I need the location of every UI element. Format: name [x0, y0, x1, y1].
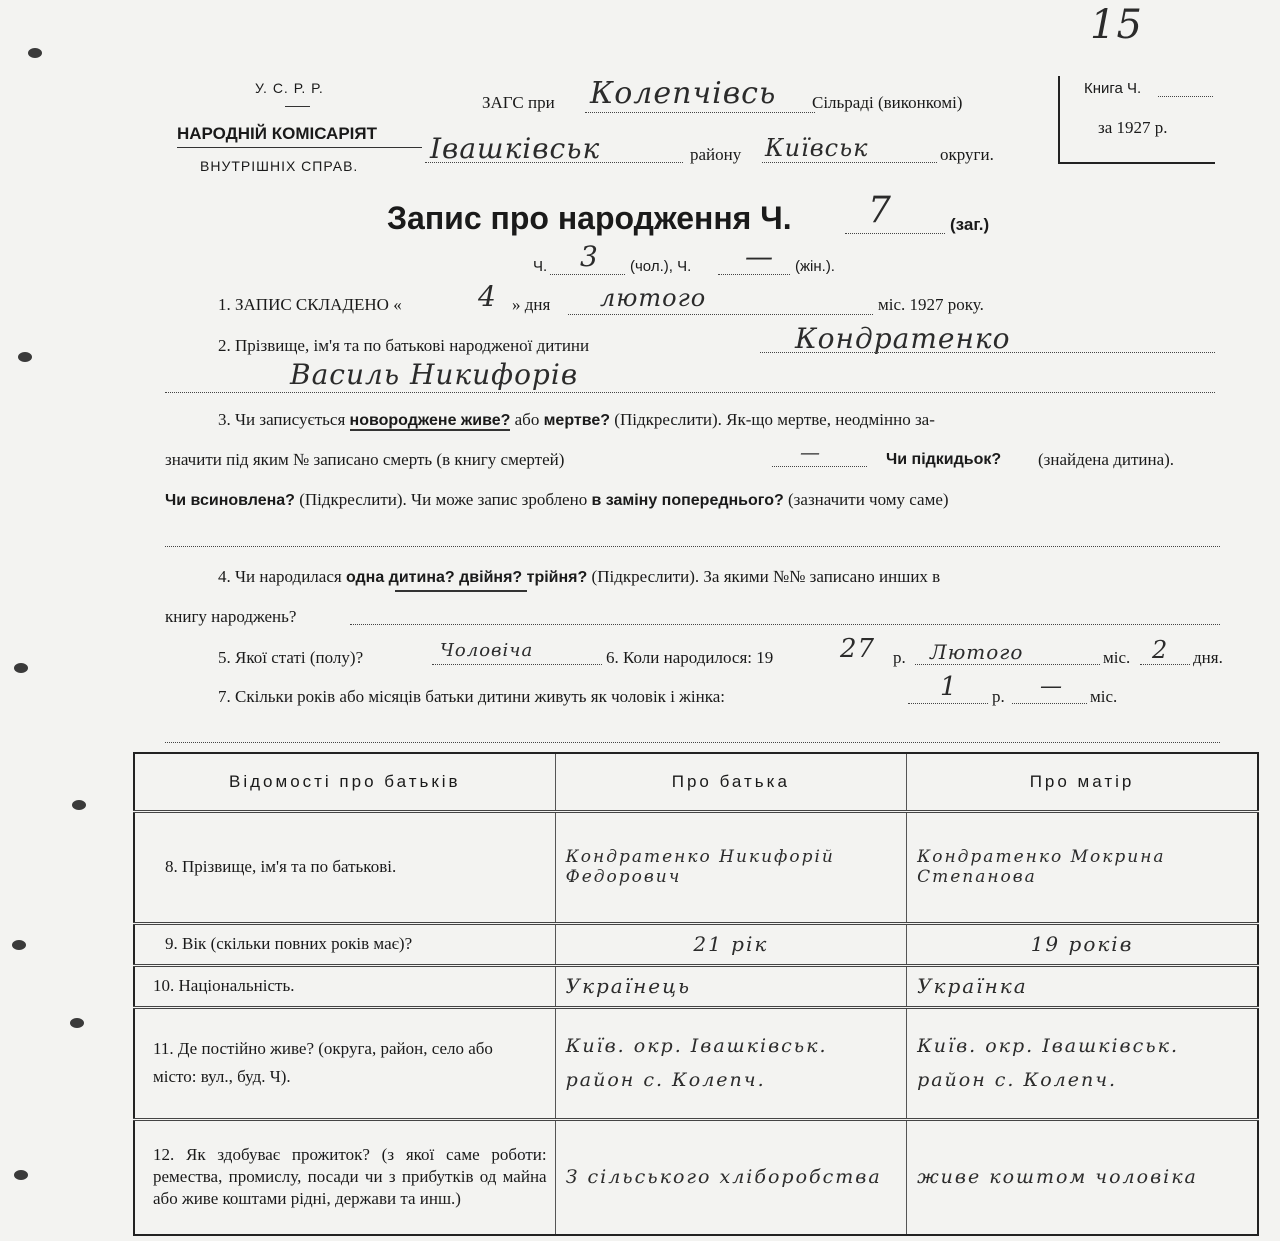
item6-year-hw: 27 — [840, 634, 876, 664]
okruha-fill-line — [762, 162, 937, 163]
item3-death-line — [772, 466, 867, 467]
item3-part1: 3. Чи записується — [218, 410, 346, 429]
item2-line2 — [165, 392, 1215, 393]
record-number-line — [845, 233, 945, 234]
raion-name-hw: Івашківськ — [430, 132, 601, 165]
item6-text: 6. Коли народилося: 19 — [606, 648, 774, 667]
item4-part2: (Підкреслити). За якими №№ записано инших в — [591, 567, 941, 586]
book-label: Книга Ч. — [1084, 80, 1142, 97]
record-number-hw: 7 — [868, 190, 892, 231]
mother-age: 19 років — [907, 923, 1258, 965]
item4-blank-line — [350, 624, 1220, 625]
punch-hole — [12, 940, 26, 950]
row-label: 8. Прізвище, ім'я та по батькові. — [134, 811, 555, 923]
female-count-hw: — — [745, 240, 774, 273]
item1-month-line — [568, 314, 873, 315]
row-label: 9. Вік (скільки повних років має)? — [134, 923, 555, 965]
item7-months-hw: — — [1040, 674, 1063, 699]
item1-month-hw: лютого — [600, 284, 707, 312]
record-suffix: (заг.) — [950, 215, 990, 234]
mother-name: Кондратенко Мокрина Степанова — [907, 811, 1258, 923]
raion-fill-line — [425, 162, 683, 163]
father-residence: Київ. окр. Івашківськ. район с. Колепч. — [555, 1007, 906, 1119]
item4-line2: книгу народжень? — [165, 607, 297, 626]
zags-prefix: ЗАГС при — [482, 93, 555, 112]
item6-mis: міс. — [1103, 648, 1131, 667]
okruha-name-hw: Київськ — [765, 134, 869, 162]
zags-fill-line — [585, 112, 815, 113]
item7-years-line — [908, 703, 988, 704]
punch-hole — [14, 663, 28, 673]
item3-adopted: Чи всиновлена? — [165, 492, 295, 509]
mother-residence: Київ. окр. Івашківськ. район с. Колепч. — [907, 1007, 1258, 1119]
father-name: Кондратенко Никифорій Федорович — [555, 811, 906, 923]
table-row — [134, 1119, 1258, 1235]
item7-r: р. — [992, 687, 1005, 706]
item7-mis: міс. — [1090, 687, 1118, 706]
item3-foundling: Чи підкидьок? — [886, 451, 1002, 468]
item3-part2: або — [514, 410, 540, 429]
item3-alive-option: новороджене живе? — [349, 412, 511, 429]
item3-line2b: (знайдена дитина). — [1038, 450, 1175, 469]
item2-line1 — [760, 352, 1215, 353]
item2-name-hw: Василь Никифорів — [290, 358, 579, 391]
father-nationality: Українець — [555, 965, 906, 1007]
zags-suffix: Сільраді (виконкомі) — [812, 93, 963, 112]
zags-name-hw: Колепчівсь — [590, 76, 777, 111]
header-mother: Про матір — [907, 753, 1258, 811]
male-count-line — [550, 274, 625, 275]
punch-hole — [72, 800, 86, 810]
table-row — [134, 1007, 1258, 1119]
female-count-line — [718, 274, 790, 275]
item6-dnia: дня. — [1193, 648, 1223, 667]
female-suffix: (жін.). — [795, 258, 835, 275]
department-label: ВНУТРІШНІХ СПРАВ. — [200, 158, 359, 174]
item7-blank-line — [165, 742, 1220, 743]
male-suffix: (чол.), Ч. — [630, 258, 692, 275]
commissariat-label: НАРОДНІЙ КОМІСАРІЯТ — [177, 124, 377, 143]
item1-prefix: 1. ЗАПИС СКЛАДЕНО « — [218, 295, 402, 314]
item7-months-line — [1012, 703, 1087, 704]
item5-sex-hw: Чоловіча — [440, 640, 534, 661]
table-header-row — [134, 753, 1258, 811]
item3-dead-option: мертве? — [543, 412, 611, 429]
item6-day-line — [1140, 664, 1190, 665]
item5-text: 5. Якої статі (полу)? — [218, 648, 364, 667]
father-occupation: З сільського хліборобства — [555, 1119, 906, 1235]
corner-number: 15 — [1090, 2, 1143, 48]
father-age: 21 рік — [555, 923, 906, 965]
header-father: Про батька — [555, 753, 906, 811]
item4-line1 — [218, 567, 940, 587]
item6-month-line — [915, 664, 1100, 665]
item3-line3 — [165, 490, 949, 510]
item1-suffix: міс. 1927 року. — [878, 295, 984, 314]
item2-text: 2. Прізвище, ім'я та по батькові народженої дитини — [218, 336, 590, 355]
record-title: Запис про народження Ч. — [387, 200, 792, 236]
header-divider — [285, 106, 310, 107]
item3-line3a: (Підкреслити). Чи може запис зроблено — [299, 490, 588, 509]
mother-occupation: живе коштом чоловіка — [907, 1119, 1258, 1235]
item7-years-hw: 1 — [940, 672, 958, 702]
item1-day-hw: 4 — [478, 280, 497, 313]
item5-line — [432, 664, 602, 665]
male-prefix: Ч. — [533, 258, 548, 275]
item4-options: одна дитина? двійня? трійня? — [345, 569, 588, 586]
item3-replacement: в заміну попереднього? — [591, 492, 784, 509]
header-info: Відомості про батьків — [134, 753, 555, 811]
row-label: 12. Як здобуває прожиток? (з якої саме роботи: ремества, промислу, посади чи з прибутків од майна або живе коштами рідні, держави та инш.) — [134, 1119, 555, 1235]
mother-nationality: Українка — [907, 965, 1258, 1007]
item6-day-hw: 2 — [1152, 636, 1169, 664]
header-divider — [177, 147, 422, 148]
item3-line2-hw: — — [800, 440, 821, 464]
punch-hole — [70, 1018, 84, 1028]
row-label: 10. Національність. — [134, 965, 555, 1007]
punch-hole — [18, 352, 32, 362]
item3-part3: (Підкреслити). Як-що мертве, неодмінно за- — [614, 410, 935, 429]
item3-line3b: (зазначити чому саме) — [788, 490, 949, 509]
row-label: 11. Де постійно живе? (округа, район, село або місто: вул., буд. Ч). — [134, 1007, 555, 1119]
item2-surname-hw: Кондратенко — [795, 322, 1011, 355]
item6-month-hw: Лютого — [930, 640, 1024, 664]
item3-line1 — [218, 410, 935, 430]
book-year: за 1927 р. — [1098, 118, 1168, 137]
raion-label: району — [690, 145, 742, 164]
male-count-hw: 3 — [580, 240, 599, 273]
item7-text: 7. Скільки років або місяців батьки дитини живуть як чоловік і жінка: — [218, 687, 726, 706]
republic-label: У. С. Р. Р. — [255, 80, 324, 96]
okruha-label: округи. — [940, 145, 994, 164]
item3-line2a: значити під яким № записано смерть (в книгу смертей) — [165, 450, 565, 469]
punch-hole — [14, 1170, 28, 1180]
punch-hole — [28, 48, 42, 58]
item4-part1: 4. Чи народилася — [218, 567, 342, 586]
item6-r: р. — [893, 648, 906, 667]
parents-table — [133, 752, 1259, 1236]
book-fill-line — [1158, 96, 1213, 97]
table-row — [134, 923, 1258, 965]
table-row — [134, 965, 1258, 1007]
table-row — [134, 811, 1258, 923]
item4-underline-mark — [395, 590, 527, 592]
item1-mid: » дня — [512, 295, 551, 314]
item3-blank-line — [165, 546, 1220, 547]
